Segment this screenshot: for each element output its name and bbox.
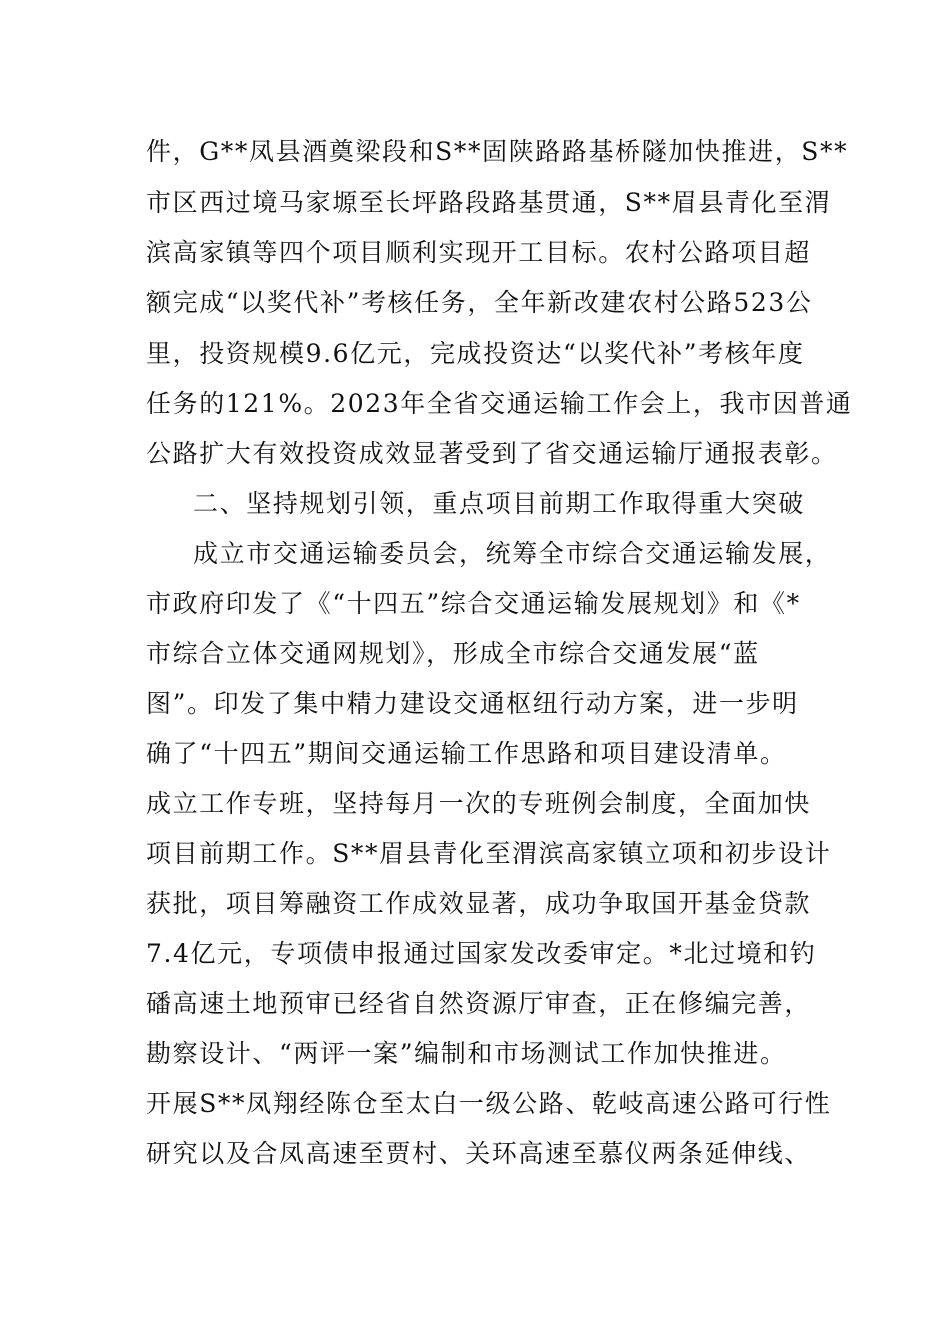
text-line: 7.4亿元，专项债申报通过国家发改委审定。*北过境和钓 (146, 939, 817, 968)
text-line: 研究以及合凤高速至贾村、关环高速至慕仪两条延伸线、 (146, 1139, 812, 1168)
text-line: 市政府印发了《“十四五”综合交通运输发展规划》和《* (146, 589, 801, 618)
text-line: 里，投资规模9.6亿元，完成投资达“以奖代补”考核年度 (146, 339, 805, 368)
text-line: 开展S**凤翔经陈仓至太白一级公路、乾岐高速公路可行性 (146, 1089, 832, 1118)
text-line: 任务的121%。2023年全省交通运输工作会上，我市因普通 (146, 389, 853, 418)
text-line: 勘察设计、“两评一案”编制和市场测试工作加快推进。 (146, 1039, 787, 1068)
text-line: 件，G**凤县酒奠梁段和S**固陕路路基桥隧加快推进，S** (146, 137, 849, 166)
text-line: 磻高速土地预审已经省自然资源厅审查，正在修编完善， (146, 989, 812, 1018)
text-line: 市区西过境马家塬至长坪路段路基贯通，S**眉县青化至渭 (146, 188, 832, 217)
text-line: 滨高家镇等四个项目顺利实现开工目标。农村公路项目超 (146, 238, 812, 267)
text-line: 图”。印发了集中精力建设交通枢纽行动方案，进一步明 (146, 689, 799, 718)
text-line: 市综合立体交通网规划》，形成全市综合交通发展“蓝 (146, 639, 760, 668)
text-line: 确了“十四五”期间交通运输工作思路和项目建设清单。 (146, 739, 787, 768)
text-line: 额完成“以奖代补”考核任务，全年新改建农村公路523公 (146, 288, 813, 317)
paragraph-first-line: 成立市交通运输委员会，统筹全市综合交通运输发展， (193, 539, 832, 568)
text-line: 公路扩大有效投资成效显著受到了省交通运输厅通报表彰。 (146, 439, 838, 468)
text-line: 获批，项目筹融资工作成效显著，成功争取国开基金贷款 (146, 889, 812, 918)
section-heading: 二、坚持规划引领，重点项目前期工作取得重大突破 (193, 489, 805, 518)
text-line: 成立工作专班，坚持每月一次的专班例会制度，全面加快 (146, 789, 812, 818)
text-line: 项目前期工作。S**眉县青化至渭滨高家镇立项和初步设计 (146, 839, 832, 868)
